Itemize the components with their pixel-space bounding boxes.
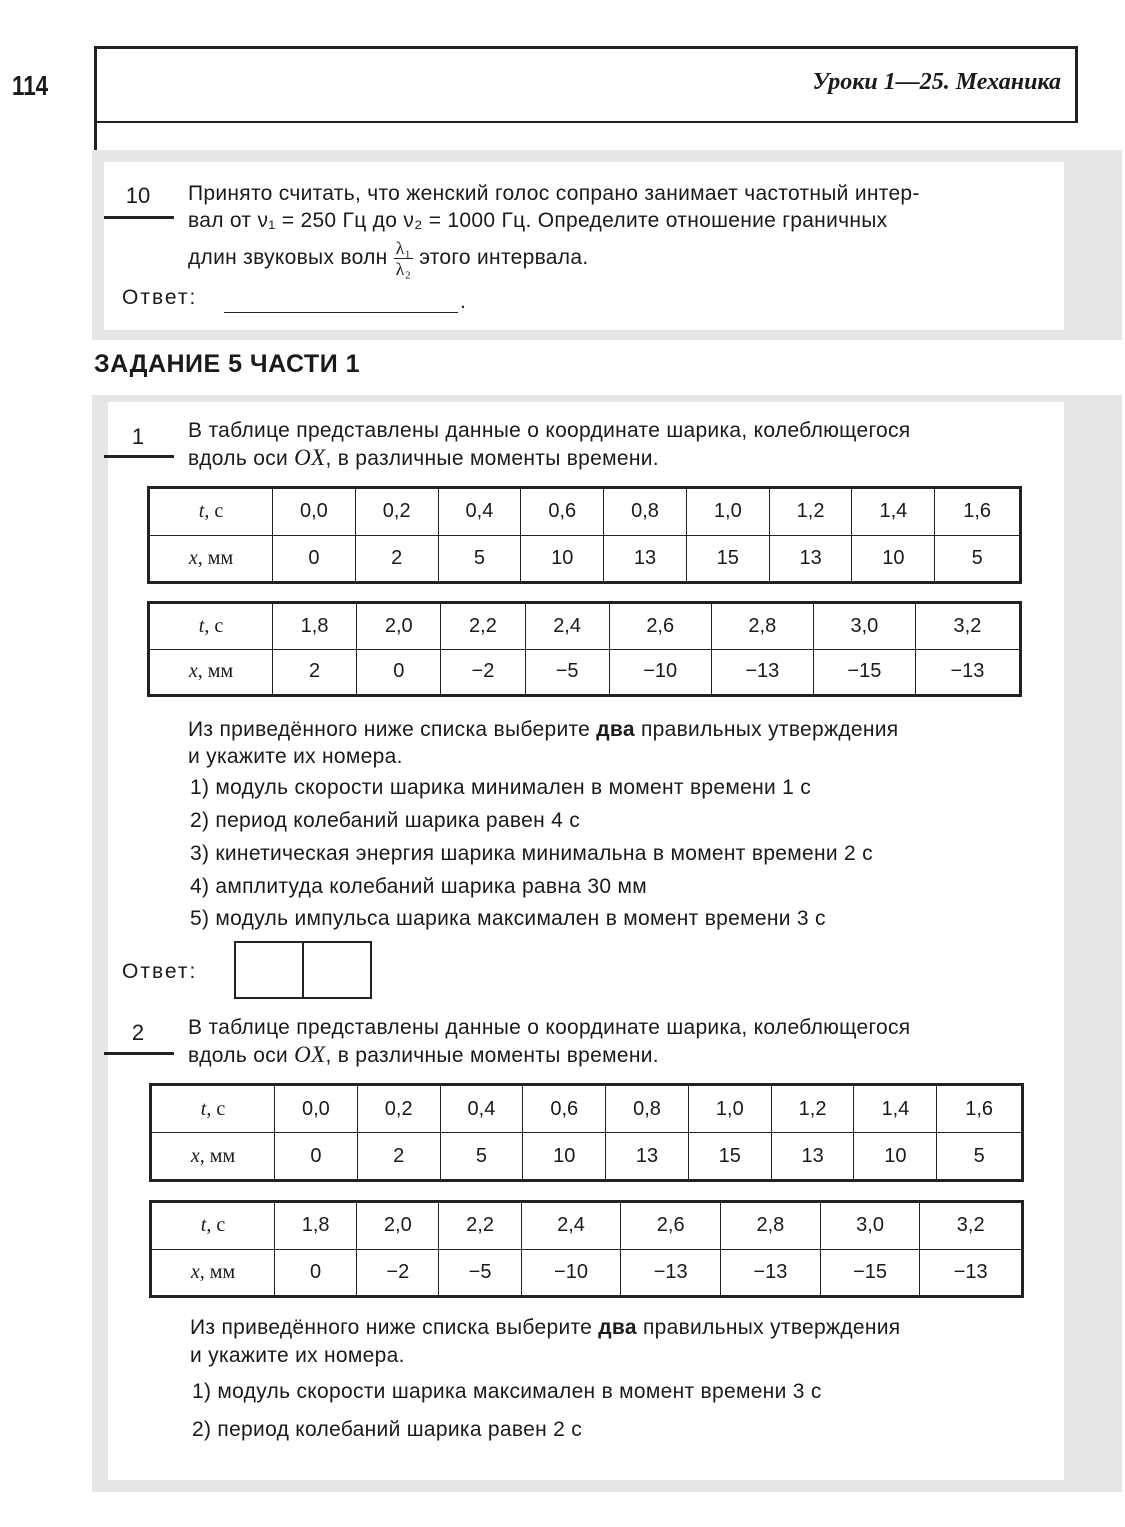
task-1-line-2	[188, 444, 1058, 472]
wavelength-ratio-den: λ₂	[395, 259, 412, 279]
task-1-table-a-row-t	[149, 488, 1021, 536]
row-x-unit: , мм	[199, 1144, 236, 1167]
task-10-marker-line	[104, 216, 174, 219]
table-cell: 0	[357, 649, 441, 696]
table-cell: 2,0	[357, 603, 441, 650]
row-x-header	[149, 649, 273, 696]
task-10-line-2: вал от ν₁ = 250 Гц до ν₂ = 1000 Гц. Определите отношение граничных	[188, 209, 888, 232]
task-2-number: 2	[131, 1020, 145, 1045]
task-2-instr-post: правильных утверждения	[642, 1316, 901, 1339]
header-divider	[94, 118, 97, 150]
row-t-unit: , с	[204, 614, 224, 637]
table-cell: 2	[357, 1133, 440, 1181]
task-10-answer-field[interactable]	[224, 290, 458, 313]
table-cell: 0	[273, 535, 356, 583]
table-cell: −10	[609, 649, 711, 696]
table-cell: −2	[441, 649, 525, 696]
task-2-instruction-1	[190, 1314, 1060, 1341]
row-x-unit: , мм	[199, 1260, 236, 1283]
table-cell: 13	[769, 535, 852, 583]
table-cell: 10	[852, 535, 935, 583]
table-cell: −13	[621, 1249, 721, 1297]
table-cell: 0,8	[604, 488, 687, 536]
task-10-answer-label: Ответ:	[122, 286, 198, 309]
table-cell: 0,6	[523, 1085, 606, 1133]
row-x-header	[149, 535, 273, 583]
task-10-answer-period: .	[460, 290, 467, 313]
row-x-label: x	[188, 546, 198, 569]
row-t-unit: , с	[206, 1214, 226, 1237]
table-cell: 10	[521, 535, 604, 583]
table-cell: 1,8	[273, 603, 357, 650]
table-cell: 0	[275, 1133, 358, 1181]
task-2-table-b-row-x	[151, 1249, 1023, 1297]
table-cell: 15	[688, 1133, 771, 1181]
table-cell: 5	[440, 1133, 523, 1181]
table-cell: 1,2	[769, 488, 852, 536]
row-x-unit: , мм	[197, 660, 234, 683]
table-cell: 5	[935, 535, 1021, 583]
section-title: ЗАДАНИЕ 5 ЧАСТИ 1	[94, 350, 361, 378]
table-cell: 1,0	[686, 488, 769, 536]
row-t-header	[151, 1085, 275, 1133]
task-1-table-b-row-x	[149, 649, 1021, 696]
table-cell: 3,2	[920, 1202, 1023, 1250]
table-cell: 2	[273, 649, 357, 696]
task-2-line-2-pre: вдоль оси	[188, 1044, 289, 1067]
table-cell: −10	[521, 1249, 621, 1297]
table-cell: 0,0	[273, 488, 356, 536]
table-cell: 2,0	[357, 1202, 439, 1250]
task-1-answer-label: Ответ:	[122, 960, 198, 983]
table-cell: 2,2	[441, 603, 525, 650]
task-2-table-a-row-x	[151, 1133, 1023, 1181]
table-cell: −5	[525, 649, 609, 696]
task-10-line-1: Принято считать, что женский голос сопрано занимает частотный интер-	[188, 182, 920, 205]
table-cell: 2	[355, 535, 438, 583]
task-10-number: 10	[125, 183, 151, 208]
table-cell: −2	[357, 1249, 439, 1297]
task-1-option-1: 1) модуль скорости шарика минимален в момент времени 1 с	[190, 776, 812, 799]
task-1-table-a	[147, 486, 1022, 584]
table-cell: −13	[721, 1249, 821, 1297]
task-2-table-a	[149, 1083, 1024, 1182]
table-cell: 2,4	[521, 1202, 621, 1250]
table-cell: 2,6	[609, 603, 711, 650]
row-t-label: t	[198, 500, 205, 523]
table-cell: 15	[686, 535, 769, 583]
task-2-line-2-post: , в различные моменты времени.	[325, 1044, 659, 1067]
table-cell: 13	[771, 1133, 854, 1181]
task-2-instr-bold: два	[598, 1316, 637, 1339]
page-number: 114	[12, 70, 49, 101]
task-2-option-1: 1) модуль скорости шарика максимален в момент времени 3 с	[192, 1380, 822, 1403]
row-t-header	[149, 488, 273, 536]
task-2-table-a-row-t	[151, 1085, 1023, 1133]
table-cell: 3,0	[813, 603, 915, 650]
task-1-instr-bold: два	[596, 718, 635, 741]
row-x-header	[151, 1133, 275, 1181]
wavelength-ratio-num: λ₁	[395, 238, 412, 258]
task-2-table-b	[149, 1200, 1024, 1298]
table-cell: 0,0	[275, 1085, 358, 1133]
row-t-unit: , с	[206, 1097, 226, 1120]
row-x-unit: , мм	[197, 546, 234, 569]
table-cell: 13	[604, 535, 687, 583]
table-cell: 1,8	[275, 1202, 357, 1250]
table-cell: 1,6	[937, 1085, 1023, 1133]
table-cell: 1,4	[854, 1085, 937, 1133]
header-title: Уроки 1—25. Механика	[812, 69, 1061, 95]
task-1-table-b	[147, 601, 1022, 697]
wavelength-ratio	[394, 238, 414, 279]
row-t-unit: , с	[204, 500, 224, 523]
row-x-header	[151, 1249, 275, 1297]
running-header	[94, 46, 1078, 123]
task-1-option-2: 2) период колебаний шарика равен 4 с	[190, 809, 581, 832]
task-1-table-a-row-x	[149, 535, 1021, 583]
table-cell: −15	[813, 649, 915, 696]
task-1-answer-box-2[interactable]	[302, 941, 372, 999]
task-2-instr-pre: Из приведённого ниже списка выберите	[190, 1316, 593, 1339]
table-cell: 1,0	[688, 1085, 771, 1133]
task-1-axis: OX	[294, 445, 326, 470]
table-cell: 3,2	[915, 603, 1020, 650]
table-cell: 0,2	[355, 488, 438, 536]
task-10-line-3-pre: длин звуковых волн	[188, 246, 388, 270]
task-1-line-1: В таблице представлены данные о координате шарика, колеблющегося	[188, 419, 911, 442]
task-2-line-2	[188, 1041, 1058, 1069]
task-1-number: 1	[131, 424, 145, 449]
task-1-marker-line	[104, 455, 174, 458]
task-2-line-1: В таблице представлены данные о координате шарика, колеблющегося	[188, 1016, 911, 1039]
task-1-instr-post: правильных утверждения	[640, 718, 899, 741]
table-cell: 10	[854, 1133, 937, 1181]
table-cell: −15	[820, 1249, 920, 1297]
table-cell: 2,4	[525, 603, 609, 650]
task-1-instruction-1	[188, 716, 1058, 743]
task-10-line-3-post: этого интервала.	[419, 246, 589, 270]
row-x-label: x	[190, 1144, 200, 1167]
table-cell: 0,4	[440, 1085, 523, 1133]
task-10-line-3	[188, 238, 1058, 279]
task-1-line-2-post: , в различные моменты времени.	[325, 447, 659, 470]
task-1-table-b-row-t	[149, 603, 1021, 650]
table-cell: 5	[937, 1133, 1023, 1181]
task-1-instr-pre: Из приведённого ниже списка выберите	[188, 718, 591, 741]
task-1-instruction-2: и укажите их номера.	[188, 745, 403, 768]
row-t-label: t	[200, 1097, 207, 1120]
table-cell: −13	[920, 1249, 1023, 1297]
table-cell: −13	[711, 649, 813, 696]
table-cell: 1,4	[852, 488, 935, 536]
table-cell: 10	[523, 1133, 606, 1181]
row-t-header	[151, 1202, 275, 1250]
table-cell: 0	[275, 1249, 357, 1297]
row-x-label: x	[190, 1260, 200, 1283]
task-2-table-b-row-t	[151, 1202, 1023, 1250]
task-1-option-5: 5) модуль импульса шарика максимален в момент времени 3 с	[190, 907, 826, 930]
table-cell: −5	[439, 1249, 521, 1297]
table-cell: 1,6	[935, 488, 1021, 536]
table-cell: 2,8	[721, 1202, 821, 1250]
table-cell: 13	[606, 1133, 689, 1181]
task-1-option-4: 4) амплитуда колебаний шарика равна 30 мм	[190, 875, 647, 898]
task-2-axis: OX	[294, 1042, 326, 1067]
table-cell: 3,0	[820, 1202, 920, 1250]
table-cell: 0,2	[357, 1085, 440, 1133]
task-2-instruction-2: и укажите их номера.	[190, 1344, 405, 1367]
table-cell: 0,6	[521, 488, 604, 536]
row-x-label: x	[188, 660, 198, 683]
row-t-header	[149, 603, 273, 650]
table-cell: 0,4	[438, 488, 521, 536]
row-t-label: t	[198, 614, 205, 637]
table-cell: 1,2	[771, 1085, 854, 1133]
table-cell: 2,6	[621, 1202, 721, 1250]
task-1-answer-box-1[interactable]	[234, 941, 304, 999]
task-1-line-2-pre: вдоль оси	[188, 447, 289, 470]
task-1-option-3: 3) кинетическая энергия шарика минимальна в момент времени 2 с	[190, 842, 873, 865]
task-2-option-2: 2) период колебаний шарика равен 2 с	[192, 1418, 583, 1441]
table-cell: 2,8	[711, 603, 813, 650]
row-t-label: t	[200, 1214, 207, 1237]
table-cell: −13	[915, 649, 1020, 696]
table-cell: 0,8	[606, 1085, 689, 1133]
task-2-marker-line	[104, 1052, 174, 1055]
table-cell: 2,2	[439, 1202, 521, 1250]
table-cell: 5	[438, 535, 521, 583]
